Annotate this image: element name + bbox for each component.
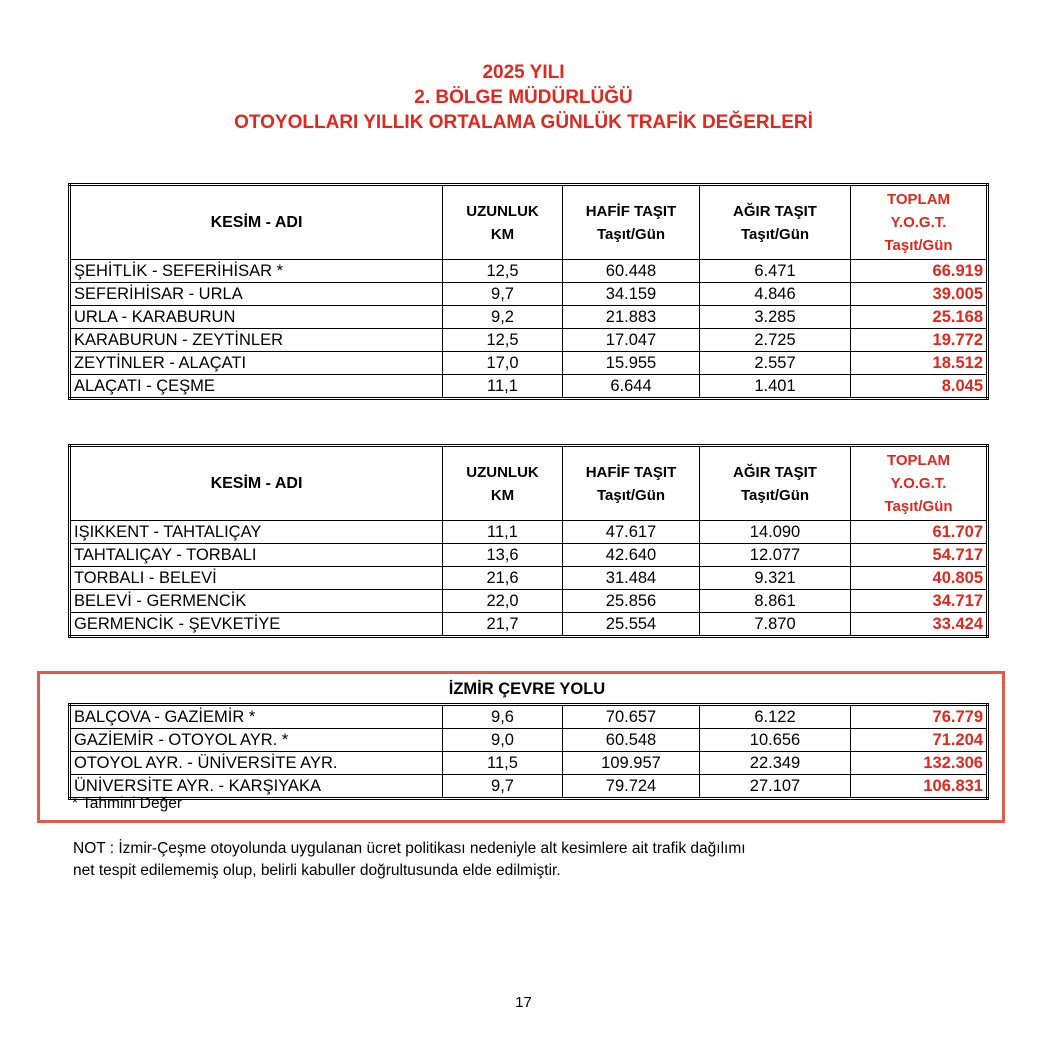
total-aadt: 34.717 xyxy=(851,590,988,613)
section-name: IŞIKKENT - TAHTALIÇAY xyxy=(70,521,443,544)
col-header-name: KESİM - ADI xyxy=(70,446,443,521)
section-name: URLA - KARABURUN xyxy=(70,306,443,329)
heavy-vehicles: 6.471 xyxy=(700,260,851,283)
table-row xyxy=(70,613,988,637)
section-name: SEFERİHİSAR - URLA xyxy=(70,283,443,306)
light-vehicles: 15.955 xyxy=(563,352,700,375)
heavy-vehicles: 1.401 xyxy=(700,375,851,399)
col-header-total: TOPLAM Y.O.G.T. Taşıt/Gün xyxy=(851,446,988,521)
heavy-vehicles: 10.656 xyxy=(700,729,851,752)
length-km: 13,6 xyxy=(443,544,563,567)
total-aadt: 106.831 xyxy=(851,775,988,799)
table-row xyxy=(70,590,988,613)
table-row xyxy=(70,306,988,329)
col-header-total: TOPLAM Y.O.G.T. Taşıt/Gün xyxy=(851,185,988,260)
page-number: 17 xyxy=(515,994,532,1011)
section-name: OTOYOL AYR. - ÜNİVERSİTE AYR. xyxy=(70,752,443,775)
section-name: BALÇOVA - GAZİEMİR * xyxy=(70,705,443,729)
heavy-vehicles: 14.090 xyxy=(700,521,851,544)
heavy-vehicles: 22.349 xyxy=(700,752,851,775)
length-km: 12,5 xyxy=(443,260,563,283)
heavy-vehicles: 8.861 xyxy=(700,590,851,613)
heavy-vehicles: 27.107 xyxy=(700,775,851,799)
heavy-vehicles: 2.557 xyxy=(700,352,851,375)
heavy-vehicles: 4.846 xyxy=(700,283,851,306)
heavy-vehicles: 12.077 xyxy=(700,544,851,567)
length-km: 9,0 xyxy=(443,729,563,752)
length-km: 11,1 xyxy=(443,375,563,399)
table-row xyxy=(70,567,988,590)
length-km: 9,2 xyxy=(443,306,563,329)
table-body xyxy=(70,705,988,799)
light-vehicles: 31.484 xyxy=(563,567,700,590)
title-report: OTOYOLLARI YILLIK ORTALAMA GÜNLÜK TRAFİK DEĞERLERİ xyxy=(234,112,813,133)
title-year: 2025 YILI xyxy=(482,62,565,83)
light-vehicles: 42.640 xyxy=(563,544,700,567)
length-km: 11,5 xyxy=(443,752,563,775)
table-row xyxy=(70,352,988,375)
table-header-row xyxy=(70,185,988,260)
length-km: 12,5 xyxy=(443,329,563,352)
col-header-length: UZUNLUK KM xyxy=(443,446,563,521)
table-row xyxy=(70,283,988,306)
total-aadt: 19.772 xyxy=(851,329,988,352)
table-body xyxy=(70,260,988,399)
light-vehicles: 25.856 xyxy=(563,590,700,613)
table-row xyxy=(70,775,988,799)
section-name: ALAÇATI - ÇEŞME xyxy=(70,375,443,399)
col-header-heavy: AĞIR TAŞIT Taşıt/Gün xyxy=(700,446,851,521)
length-km: 9,7 xyxy=(443,775,563,799)
length-km: 22,0 xyxy=(443,590,563,613)
light-vehicles: 60.548 xyxy=(563,729,700,752)
heavy-vehicles: 2.725 xyxy=(700,329,851,352)
section-name: ZEYTİNLER - ALAÇATI xyxy=(70,352,443,375)
section-name: ŞEHİTLİK - SEFERİHİSAR * xyxy=(70,260,443,283)
light-vehicles: 17.047 xyxy=(563,329,700,352)
light-vehicles: 34.159 xyxy=(563,283,700,306)
light-vehicles: 60.448 xyxy=(563,260,700,283)
note-text xyxy=(73,838,746,882)
table-body xyxy=(70,521,988,637)
total-aadt: 54.717 xyxy=(851,544,988,567)
total-aadt: 132.306 xyxy=(851,752,988,775)
length-km: 21,7 xyxy=(443,613,563,637)
section-name: TORBALI - BELEVİ xyxy=(70,567,443,590)
table-row xyxy=(70,329,988,352)
table-row xyxy=(70,752,988,775)
section-name: ÜNİVERSİTE AYR. - KARŞIYAKA xyxy=(70,775,443,799)
length-km: 9,7 xyxy=(443,283,563,306)
note-line-2: net tespit edilememiş olup, belirli kabuller doğrultusunda elde edilmiştir. xyxy=(73,862,561,879)
izmir-section-title: İZMİR ÇEVRE YOLU xyxy=(448,680,606,698)
section-name: GAZİEMİR - OTOYOL AYR. * xyxy=(70,729,443,752)
table-row xyxy=(70,705,988,729)
section-name: BELEVİ - GERMENCİK xyxy=(70,590,443,613)
footnote-estimated: * Tahmini Değer xyxy=(72,795,182,812)
heavy-vehicles: 3.285 xyxy=(700,306,851,329)
section-name: KARABURUN - ZEYTİNLER xyxy=(70,329,443,352)
table-header-row xyxy=(70,446,988,521)
heavy-vehicles: 6.122 xyxy=(700,705,851,729)
table-row xyxy=(70,375,988,399)
table-izmir-ring-road xyxy=(68,703,989,800)
col-header-light: HAFİF TAŞIT Taşıt/Gün xyxy=(563,446,700,521)
total-aadt: 71.204 xyxy=(851,729,988,752)
section-name: TAHTALIÇAY - TORBALI xyxy=(70,544,443,567)
length-km: 21,6 xyxy=(443,567,563,590)
table-row xyxy=(70,729,988,752)
total-aadt: 61.707 xyxy=(851,521,988,544)
total-aadt: 76.779 xyxy=(851,705,988,729)
total-aadt: 8.045 xyxy=(851,375,988,399)
title-directorate: 2. BÖLGE MÜDÜRLÜĞÜ xyxy=(414,87,633,108)
light-vehicles: 109.957 xyxy=(563,752,700,775)
light-vehicles: 70.657 xyxy=(563,705,700,729)
length-km: 9,6 xyxy=(443,705,563,729)
col-header-name: KESİM - ADI xyxy=(70,185,443,260)
total-aadt: 25.168 xyxy=(851,306,988,329)
heavy-vehicles: 9.321 xyxy=(700,567,851,590)
heavy-vehicles: 7.870 xyxy=(700,613,851,637)
note-line-1: NOT : İzmir-Çeşme otoyolunda uygulanan ücret politikası nedeniyle alt kesimlere ait trafik dağılımı xyxy=(73,840,746,857)
length-km: 17,0 xyxy=(443,352,563,375)
table-izmir-cesme xyxy=(68,183,989,400)
total-aadt: 18.512 xyxy=(851,352,988,375)
table-row xyxy=(70,544,988,567)
total-aadt: 40.805 xyxy=(851,567,988,590)
col-header-light: HAFİF TAŞIT Taşıt/Gün xyxy=(563,185,700,260)
col-header-heavy: AĞIR TAŞIT Taşıt/Gün xyxy=(700,185,851,260)
light-vehicles: 25.554 xyxy=(563,613,700,637)
light-vehicles: 79.724 xyxy=(563,775,700,799)
total-aadt: 33.424 xyxy=(851,613,988,637)
table-row xyxy=(70,260,988,283)
section-name: GERMENCİK - ŞEVKETİYE xyxy=(70,613,443,637)
table-isikkent-sevketiye xyxy=(68,444,989,638)
light-vehicles: 47.617 xyxy=(563,521,700,544)
col-header-length: UZUNLUK KM xyxy=(443,185,563,260)
table-row xyxy=(70,521,988,544)
length-km: 11,1 xyxy=(443,521,563,544)
total-aadt: 66.919 xyxy=(851,260,988,283)
light-vehicles: 6.644 xyxy=(563,375,700,399)
light-vehicles: 21.883 xyxy=(563,306,700,329)
total-aadt: 39.005 xyxy=(851,283,988,306)
